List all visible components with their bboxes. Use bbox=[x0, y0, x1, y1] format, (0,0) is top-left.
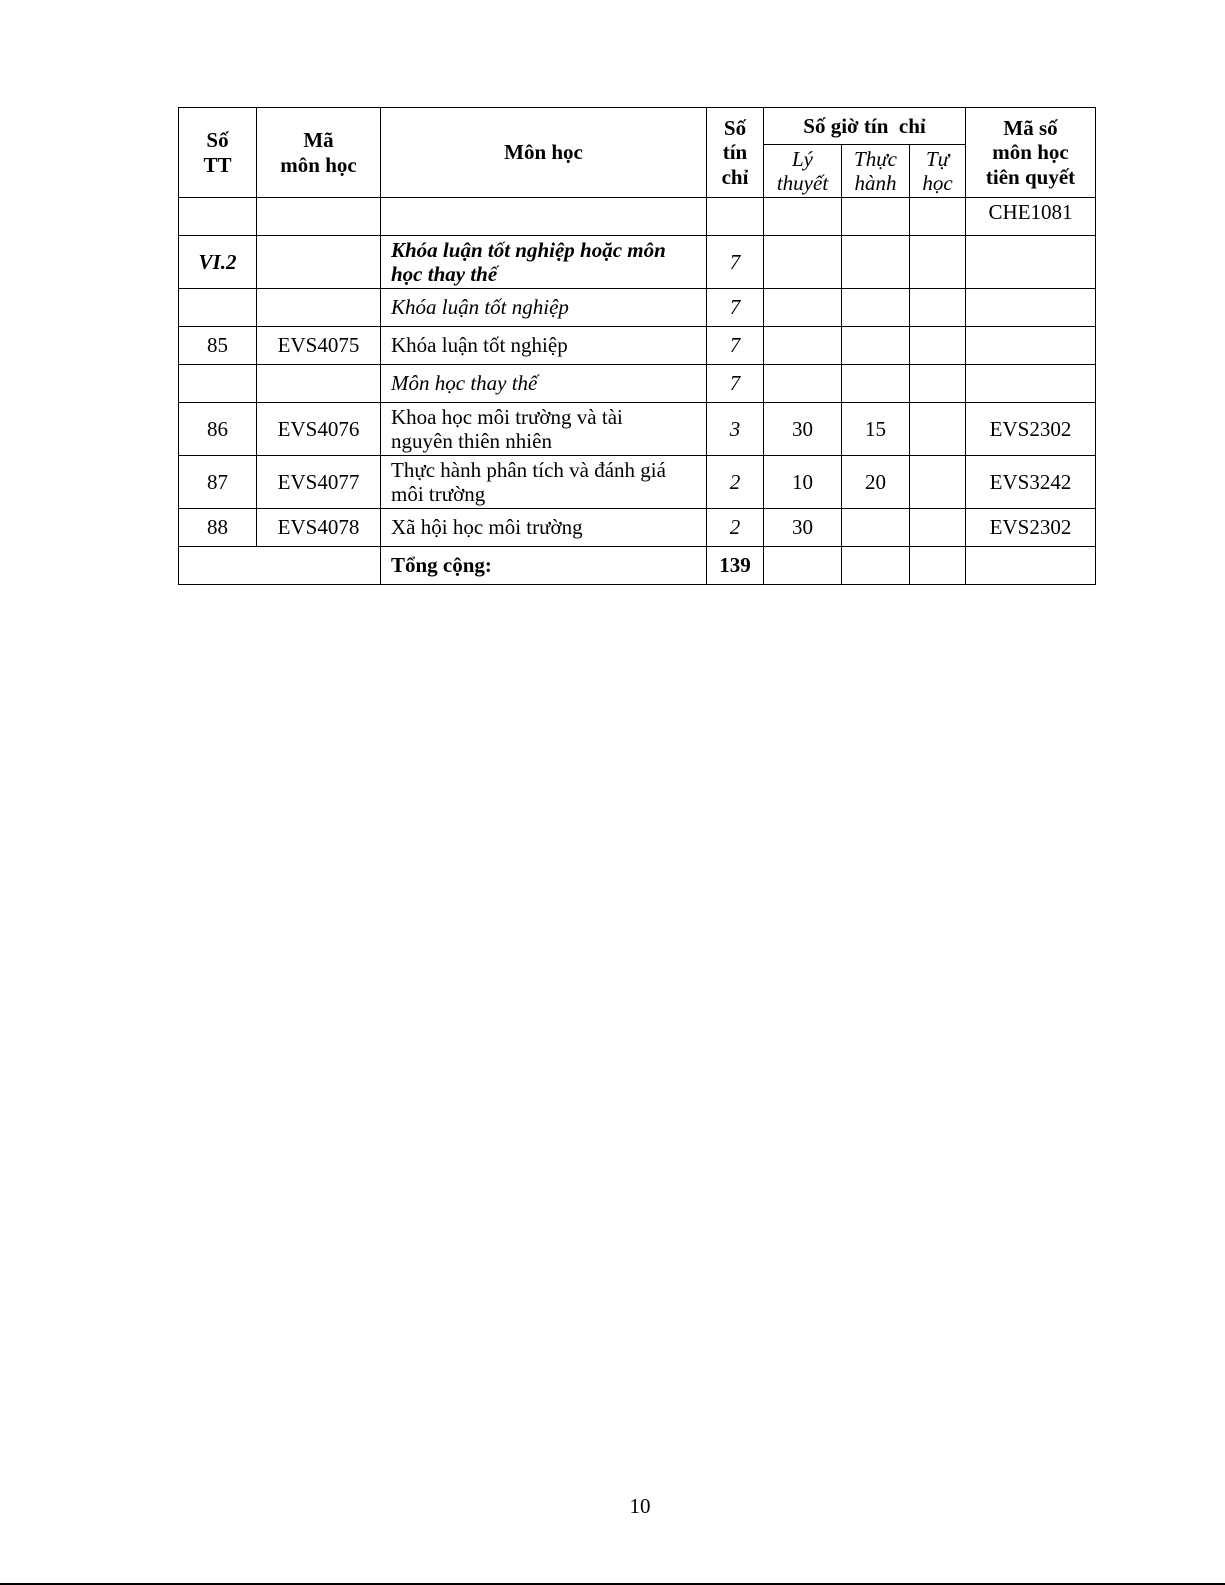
header-ma-mon-hoc: Mã môn học bbox=[257, 108, 381, 198]
table-row bbox=[179, 327, 1096, 365]
cell-thuc-hanh bbox=[842, 509, 910, 547]
header-so-tt: Số TT bbox=[179, 108, 257, 198]
cell-prereq: CHE1081 bbox=[966, 198, 1096, 236]
cell-code bbox=[257, 365, 381, 403]
cell-empty bbox=[842, 547, 910, 585]
cell-thuc-hanh bbox=[842, 365, 910, 403]
cell-thuc-hanh: 20 bbox=[842, 456, 910, 509]
cell-empty bbox=[764, 547, 842, 585]
cell-code bbox=[257, 198, 381, 236]
cell-tu-hoc bbox=[910, 403, 966, 456]
cell-name: Khóa luận tốt nghiệp bbox=[381, 289, 707, 327]
cell-credits: 7 bbox=[707, 289, 764, 327]
cell-prereq: EVS2302 bbox=[966, 509, 1096, 547]
cell-stt bbox=[179, 198, 257, 236]
cell-code bbox=[257, 289, 381, 327]
cell-credits: 7 bbox=[707, 327, 764, 365]
cell-stt: 85 bbox=[179, 327, 257, 365]
cell-thuc-hanh: 15 bbox=[842, 403, 910, 456]
cell-credits: 7 bbox=[707, 236, 764, 289]
cell-credits: 7 bbox=[707, 365, 764, 403]
cell-stt: 88 bbox=[179, 509, 257, 547]
cell-stt bbox=[179, 289, 257, 327]
cell-ly-thuyet: 30 bbox=[764, 509, 842, 547]
cell-thuc-hanh bbox=[842, 327, 910, 365]
table-row bbox=[179, 365, 1096, 403]
cell-name: Môn học thay thế bbox=[381, 365, 707, 403]
cell-empty bbox=[966, 547, 1096, 585]
cell-ly-thuyet: 10 bbox=[764, 456, 842, 509]
cell-credits: 2 bbox=[707, 456, 764, 509]
table-row bbox=[179, 456, 1096, 509]
cell-credits bbox=[707, 198, 764, 236]
cell-code: EVS4076 bbox=[257, 403, 381, 456]
cell-ly-thuyet bbox=[764, 236, 842, 289]
cell-prereq bbox=[966, 236, 1096, 289]
cell-tu-hoc bbox=[910, 198, 966, 236]
cell-name: Khoa học môi trường và tài nguyên thiên nhiên bbox=[381, 403, 707, 456]
cell-stt: VI.2 bbox=[179, 236, 257, 289]
cell-ly-thuyet: 30 bbox=[764, 403, 842, 456]
cell-code: EVS4077 bbox=[257, 456, 381, 509]
cell-code: EVS4078 bbox=[257, 509, 381, 547]
cell-name: Xã hội học môi trường bbox=[381, 509, 707, 547]
cell-name: Khóa luận tốt nghiệp bbox=[381, 327, 707, 365]
cell-name bbox=[381, 198, 707, 236]
cell-tu-hoc bbox=[910, 327, 966, 365]
cell-stt: 86 bbox=[179, 403, 257, 456]
cell-ly-thuyet bbox=[764, 198, 842, 236]
cell-prereq bbox=[966, 289, 1096, 327]
table-row bbox=[179, 289, 1096, 327]
cell-code bbox=[257, 236, 381, 289]
cell-name: Khóa luận tốt nghiệp hoặc môn học thay thế bbox=[381, 236, 707, 289]
cell-name: Thực hành phân tích và đánh giá môi trường bbox=[381, 456, 707, 509]
cell-tu-hoc bbox=[910, 509, 966, 547]
cell-thuc-hanh bbox=[842, 236, 910, 289]
total-row bbox=[179, 547, 1096, 585]
cell-ly-thuyet bbox=[764, 289, 842, 327]
cell-prereq bbox=[966, 327, 1096, 365]
header-mon-hoc: Môn học bbox=[381, 108, 707, 198]
cell-prereq: EVS3242 bbox=[966, 456, 1096, 509]
cell-tu-hoc bbox=[910, 289, 966, 327]
cell-tu-hoc bbox=[910, 236, 966, 289]
table-row bbox=[179, 236, 1096, 289]
cell-empty bbox=[910, 547, 966, 585]
header-so-gio-tin-chi: Số giờ tín chỉ bbox=[764, 108, 966, 145]
total-credits: 139 bbox=[707, 547, 764, 585]
cell-prereq: EVS2302 bbox=[966, 403, 1096, 456]
table-row bbox=[179, 509, 1096, 547]
cell-thuc-hanh bbox=[842, 198, 910, 236]
cell-ly-thuyet bbox=[764, 327, 842, 365]
header-so-tin-chi: Số tín chỉ bbox=[707, 108, 764, 198]
header-thuc-hanh: Thực hành bbox=[842, 145, 910, 198]
cell-empty bbox=[179, 547, 381, 585]
header-tu-hoc: Tự học bbox=[910, 145, 966, 198]
cell-credits: 2 bbox=[707, 509, 764, 547]
page-number: 10 bbox=[629, 1494, 651, 1518]
cell-ly-thuyet bbox=[764, 365, 842, 403]
cell-code: EVS4075 bbox=[257, 327, 381, 365]
table-row bbox=[179, 403, 1096, 456]
cell-stt: 87 bbox=[179, 456, 257, 509]
total-label: Tổng cộng: bbox=[381, 547, 707, 585]
cell-stt bbox=[179, 365, 257, 403]
cell-credits: 3 bbox=[707, 403, 764, 456]
curriculum-table bbox=[178, 107, 1096, 585]
cell-thuc-hanh bbox=[842, 289, 910, 327]
header-ma-so-tien-quyet: Mã số môn học tiên quyết bbox=[966, 108, 1096, 198]
header-ly-thuyet: Lý thuyết bbox=[764, 145, 842, 198]
cell-tu-hoc bbox=[910, 456, 966, 509]
cell-tu-hoc bbox=[910, 365, 966, 403]
table-row bbox=[179, 198, 1096, 236]
cell-prereq bbox=[966, 365, 1096, 403]
